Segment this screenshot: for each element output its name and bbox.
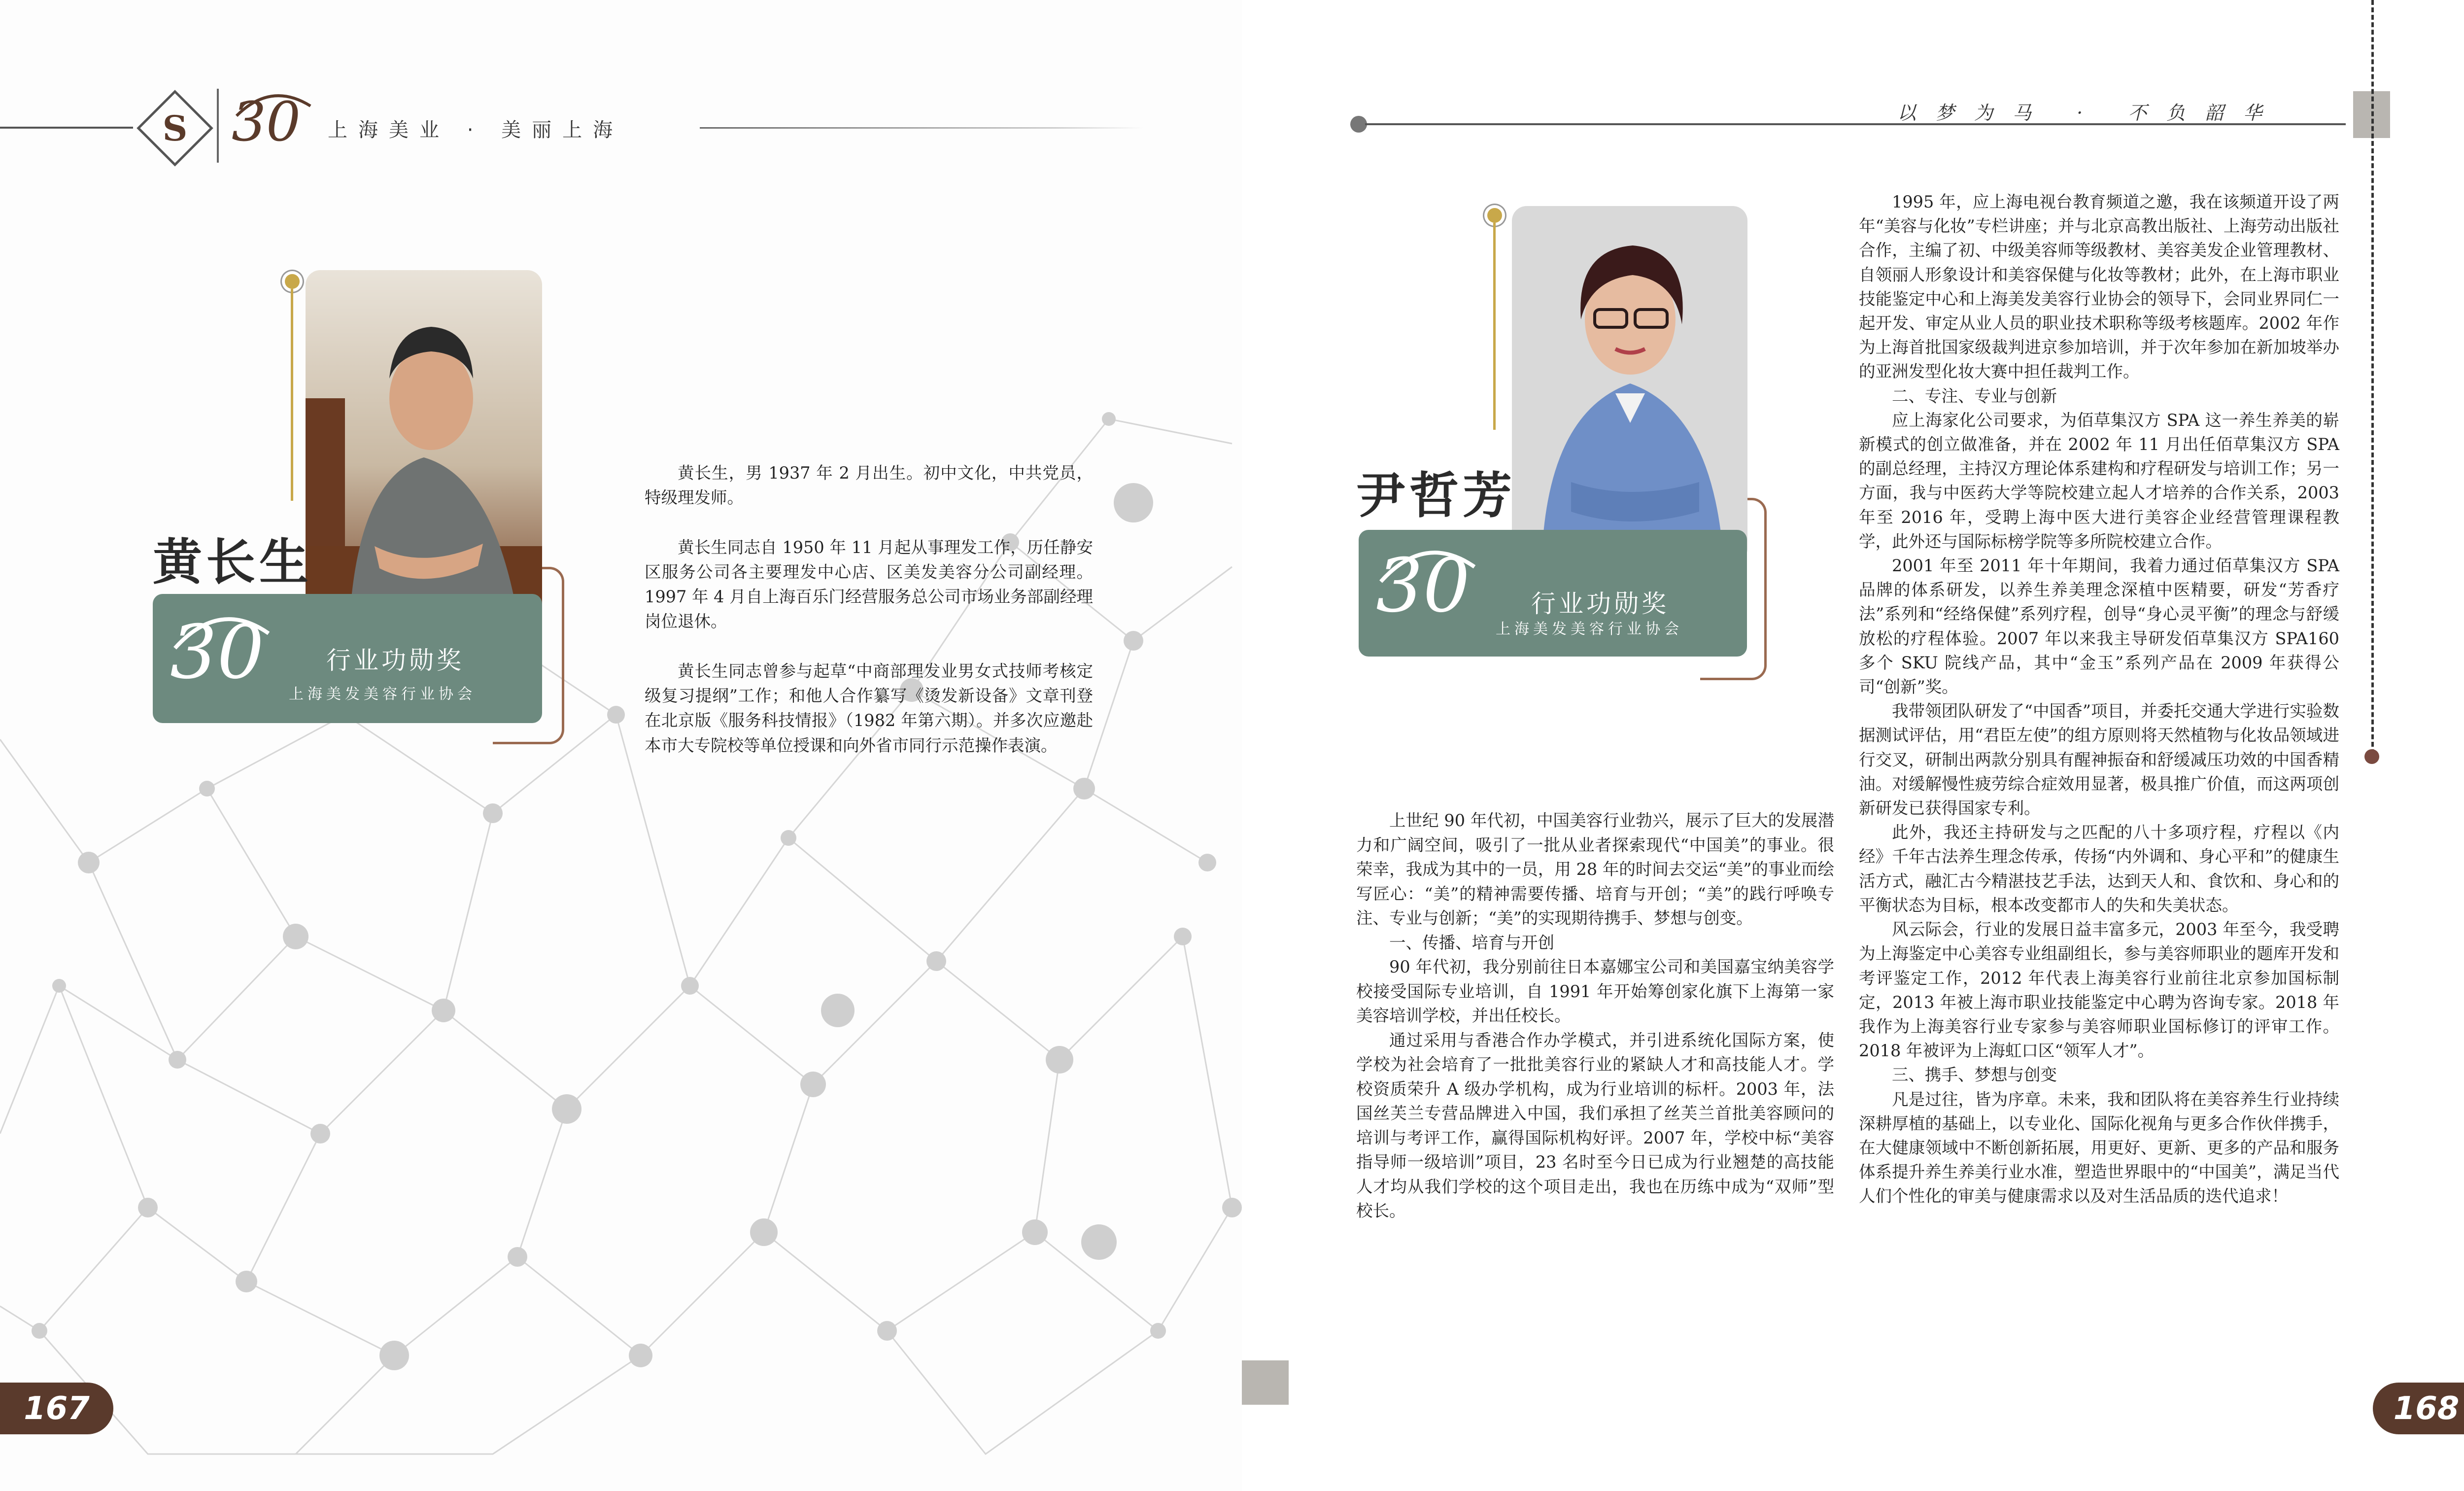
article-paragraph: 应上海家化公司要求，为佰草集汉方 SPA 这一养生养美的崭新模式的创立做准备，并在 2002 年 11 月出任佰草集汉方 SPA 的副总经理，主持汉方理论体系建构和疗程研发与培训工作；另一方面，我与中医药大学等院校建立起人才培养的合作关系，2003 年至 2016 年，受聘上海中医大进行美容企业经营管理课程教学，此外还与国际标榜学院等多所院校建立合作。 [1859,410,2339,551]
award-org-left: 上海美发美容行业协会 [289,686,476,703]
article-paragraph: 风云际会，行业的发展日益丰富多元，2003 年至今，我受聘为上海鉴定中心美容专业组副组长，参与美容师职业的题库开发和考评鉴定工作，2012 年代表上海美容行业前往北京参加国标制定，2013 年被上海市职业技能鉴定中心聘为咨询专家。2018 年我作为上海美容行业专家参与美容师职业国标修订的评审工作。2018 年被评为上海虹口区“领军人才”。 [1859,920,2339,1061]
page-number-right: 168 [2373,1383,2464,1434]
gold-line-right [1493,223,1496,430]
award-title-right: 行业功勋奖 [1531,589,1669,618]
header-title-right: 以梦为马 · 不负韶华 [1897,102,2282,124]
award-badge-right [1359,530,1747,657]
svg-text:30: 30 [1376,543,1470,629]
svg-text:30: 30 [232,90,301,153]
header-dot-right [1350,116,1367,133]
article-paragraph: 通过采用与香港合作办学模式，并引进系统化国际方案，使学校为社会培育了一批批美容行业的紧缺人才和高技能人才。学校资质荣升 A 级办学机构，成为行业培训的标杆。2003 年，法国丝芙兰专营品牌进入中国，我们承担了丝芙兰首批美容顾问的培训与考评工作，赢得国际机构好评。2007 年，学校中标“美容指导师一级培训”项目，23 名时至今日已成为行业翘楚的高技能人才均从我们学校的这个项目走出，我也在历练中成为“双师”型校长。 [1356,1030,1834,1220]
section-heading: 二、专注、专业与创新 [1892,386,2057,406]
person-name-right: 尹哲芳 [1356,466,1516,524]
dashed-line-dot [2364,749,2379,764]
article-paragraph: 2001 年至 2011 年十年期间，我着力通过佰草集汉方 SPA 品牌的体系研发，以养生养美理念深植中医精要，研发“芳香疗法”系列和“经络保健”系列疗程，创导“身心灵平衡”的理念与舒缓放松的疗程体验。2007 年以来我主导研发佰草集汉方 SPA160 多个 SKU 院线产品，其中“金玉”系列产品在 2009 年获得公司“创新”奖。 [1859,556,2339,697]
header-rule-left-2 [700,127,1143,129]
article-column-2 [1859,190,2339,1209]
bio-text-left [645,461,1093,758]
award-badge-left [153,594,542,723]
award-org-right: 上海美发美容行业协会 [1496,621,1683,638]
gold-dot-left [285,274,300,289]
article-column-1 [1356,808,1834,1223]
header-title-left: 上海美业 · 美丽上海 [328,119,624,141]
article-paragraph: 我带领团队研发了“中国香”项目，并委托交通大学进行实验数据测试评估，用“君臣左使”的组方原则将天然植物与化妆品领域进行交叉，研制出两款分别具有醒神振奋和舒缓减压功效的中国香精油。对缓解慢性疲劳综合症效用显著，极具推广价值，而这两项创新研发已获得国家专利。 [1859,701,2339,818]
svg-text:30: 30 [170,610,264,695]
brand-logo-icon: S [137,90,213,167]
bio-paragraph: 黄长生同志自 1950 年 11 月起从事理发工作，历任静安区服务公司各主要理发中心店、区美发美容分公司副经理。1997 年 4 月自上海百乐门经营服务总公司市场业务部副经理岗位退休。 [645,537,1093,631]
award-title-left: 行业功勋奖 [326,646,464,675]
logo-divider [217,89,219,163]
article-paragraph: 此外，我还主持研发与之匹配的八十多项疗程，疗程以《内经》千年古法养生理念传承，传扬“内外调和、身心平和”的健康生活方式，融汇古今精湛技艺手法，达到天人和、食饮和、身心和的平衡状态为目标，根本改变都市人的失和失美状态。 [1859,823,2339,915]
dashed-vertical-line [2371,0,2374,754]
gold-dot-right [1487,208,1502,223]
header-rule-left [0,127,133,129]
person-name-left: 黄长生 [153,533,312,591]
anniversary-30-logo-icon [227,86,315,160]
section-heading: 一、传播、培育与开创 [1389,933,1554,952]
gold-line-left [291,289,293,501]
article-paragraph: 90 年代初，我分别前往日本嘉娜宝公司和美国嘉宝纳美容学校接受国际专业培训，自 1991 年开始筹创家化旗下上海第一家美容培训学校，并出任校长。 [1356,957,1834,1025]
portrait-photo-yin [1512,206,1747,563]
article-paragraph: 凡是过往，皆为序章。未来，我和团队将在美容养生行业持续深耕厚植的基础上，以专业化、国际化视角与更多合作伙伴携手，在大健康领域中不断创新拓展，用更好、更新、更多的产品和服务体系提升养生养美行业水准，塑造世界眼中的“中国美”，满足当代人们个性化的审美与健康需求以及对生活品质的迭代追求！ [1859,1089,2339,1206]
section-heading: 三、携手、梦想与创变 [1892,1065,2057,1085]
bio-paragraph: 黄长生同志曾参与起草“中商部理发业男女式技师考核定级复习提纲”工作；和他人合作纂写《烫发新设备》文章刊登在北京版《服务科技情报》（1982 年第六期）。并多次应邀赴本市大专院校等单位授课和向外省市同行示范操作表演。 [645,661,1094,755]
page-number-left: 167 [0,1383,113,1434]
bio-paragraph: 黄长生，男 1937 年 2 月出生。初中文化，中共党员，特级理发师。 [645,463,1093,508]
award-30-logo-icon [165,604,274,712]
gutter-marker [1242,1360,1289,1405]
portrait-photo-huang [306,270,542,625]
award-30-logo-icon [1371,537,1479,646]
article-paragraph: 上世纪 90 年代初，中国美容行业勃兴，展示了巨大的发展潜力和广阔空间，吸引了一批从业者探索现代“中国美”的事业。很荣幸，我成为其中的一员，用 28 年的时间去交运“美”的事业而绘写匠心：“美”的精神需要传播、培育与开创；“美”的践行呼唤专注、专业与创新；“美”的实现期待携手、梦想与创变。 [1356,811,1834,928]
article-paragraph: 1995 年，应上海电视台教育频道之邀，我在该频道开设了两年“美容与化妆”专栏讲座；并与北京高教出版社、上海劳动出版社合作，主编了初、中级美容师等级教材、美容美发企业管理教材、自领丽人形象设计和美容保健与化妆等教材；此外，在上海市职业技能鉴定中心和上海美发美容行业协会的领导下，会同业界同仁一起开发、审定从业人员的职业技术职称等级考核题库。2002 年作为上海首批国家级裁判进京参加培训，并于次年参加在新加坡举办的亚洲发型化妆大赛中担任裁判工作。 [1859,192,2339,381]
